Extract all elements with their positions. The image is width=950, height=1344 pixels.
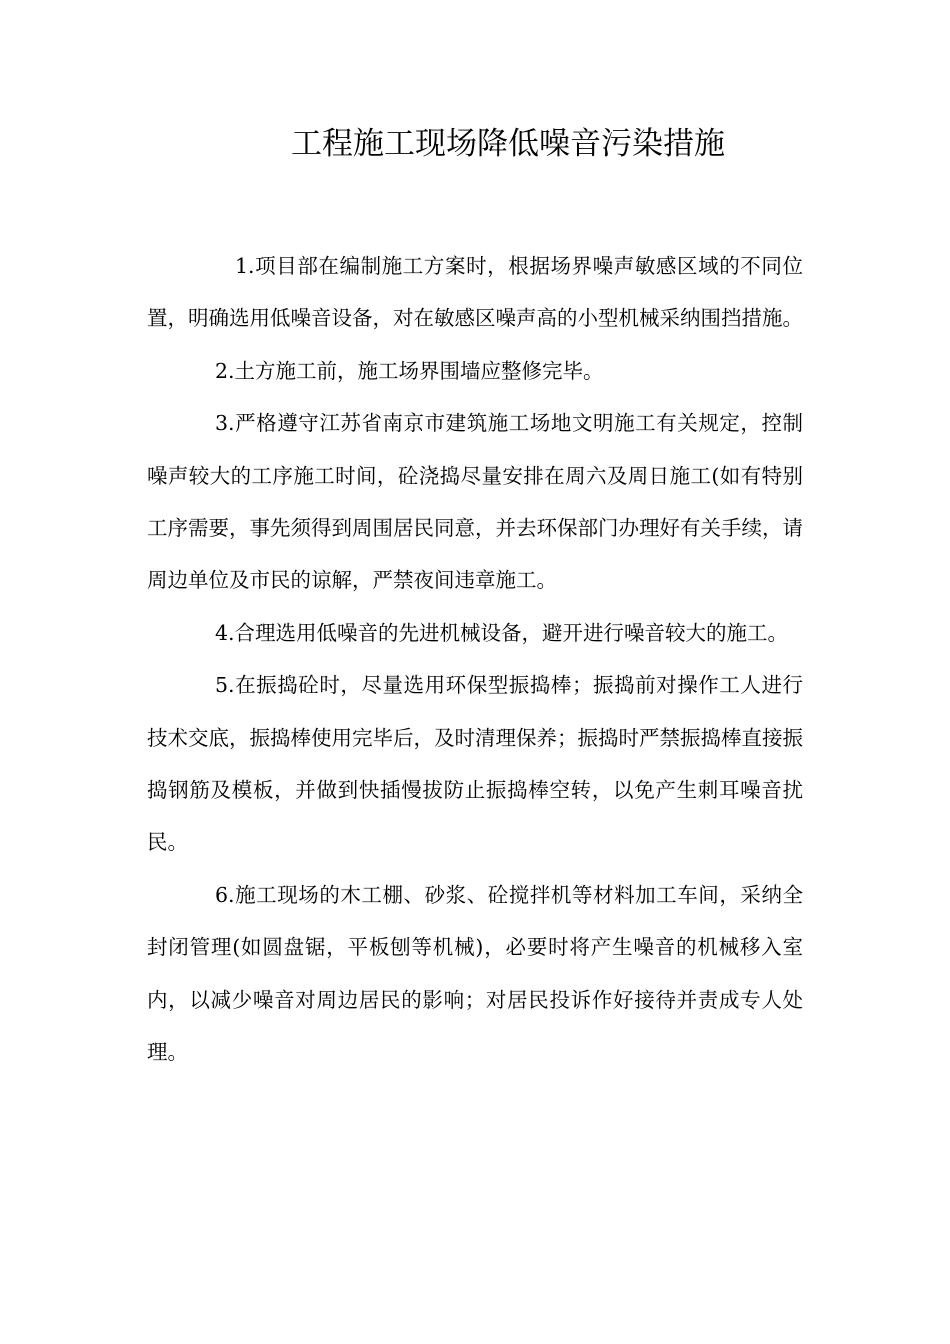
paragraph-5: 5.在振捣砼时，尽量选用环保型振捣棒；振捣前对操作工人进行技术交底，振捣棒使用完毕后，及时清理保养；振捣时严禁振捣棒直接振捣钢筋及模板，并做到快插慢拔防止振捣棒空转，以免产生刺耳噪音扰民。 bbox=[147, 673, 803, 855]
paragraph-4: 4.合理选用低噪音的先进机械设备，避开进行噪音较大的施工。 bbox=[215, 620, 789, 645]
paragraph-1: 1.项目部在编制施工方案时，根据场界噪声敏感区域的不同位置，明确选用低噪音设备，对在敏感区噪声高的小型机械采纳围挡措施。 bbox=[147, 254, 803, 331]
document-title: 工程施工现场降低噪音污染措施 bbox=[291, 126, 725, 162]
document-body bbox=[147, 240, 803, 1079]
paragraph-2: 2.土方施工前，施工场界围墙应整修完毕。 bbox=[215, 358, 604, 383]
paragraph-6: 6.施工现场的木工棚、砂浆、砼搅拌机等材料加工车间，采纳全封闭管理(如圆盘锯，平板刨等机械)，必要时将产生噪音的机械移入室内，以减少噪音对周边居民的影响；对居民投诉作好接待并责成专人处理。 bbox=[147, 882, 803, 1065]
paragraph-3: 3.严格遵守江苏省南京市建筑施工场地文明施工有关规定，控制噪声较大的工序施工时间，砼浇捣尽量安排在周六及周日施工(如有特别工序需要，事先须得到周围居民同意，并去环保部门办理好有关手续，请周边单位及市民的谅解，严禁夜间违章施工。 bbox=[147, 411, 803, 593]
